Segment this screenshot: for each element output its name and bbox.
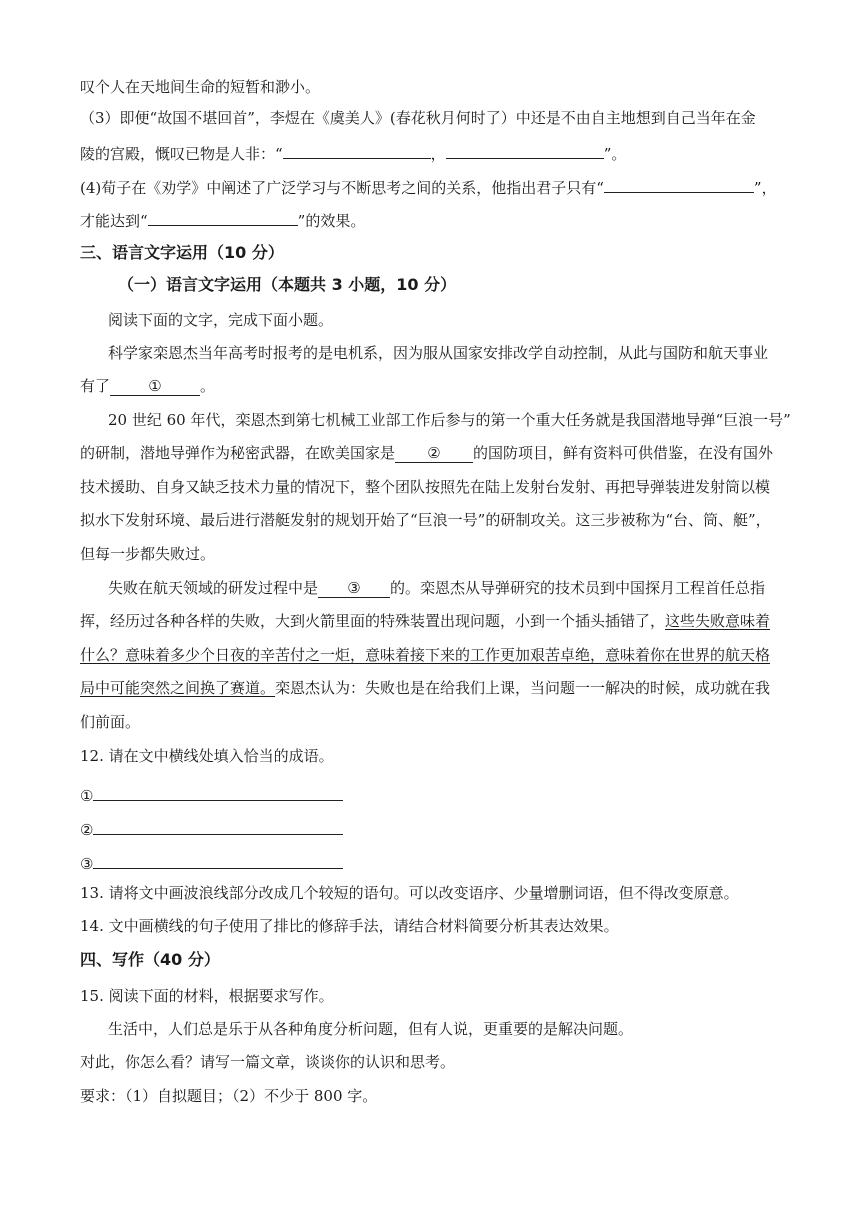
answer-blank[interactable]: [446, 141, 604, 159]
blank-1[interactable]: ①: [110, 378, 200, 396]
passage-p2-line1: 20 世纪 60 年代，栾恩杰到第七机械工业部工作后参与的第一个重大任务就是我国潜地导弹“巨浪一号”: [108, 411, 791, 429]
passage-p3-line2: [80, 610, 770, 632]
text: 陵的宫殿，慨叹已物是人非：“: [80, 145, 283, 163]
answer-blank[interactable]: [148, 208, 298, 226]
section4-heading: 四、写作（40 分）: [80, 950, 220, 969]
blank-3[interactable]: ③: [318, 580, 390, 598]
passage-p1-line2: [80, 375, 215, 397]
answer-blank[interactable]: [283, 141, 431, 159]
q4-line2: [80, 208, 365, 232]
q3-line2: [80, 141, 626, 165]
text: 失败在航天领域的研发过程中是: [108, 579, 319, 597]
q12-option-1: [80, 783, 343, 807]
answer-blank[interactable]: [93, 851, 343, 869]
instruction: 阅读下面的文字，完成下面小题。: [108, 311, 334, 329]
poem-sentence-line: [80, 76, 320, 98]
writing-requirements: 要求：（1）自拟题目；（2）不少于 800 字。: [80, 1087, 378, 1105]
passage-p2-line4: 拟水下发射环境、最后进行潜艇发射的规划开始了“巨浪一号”的研制攻关。这三步被称为“台、筒、艇”，: [80, 511, 771, 529]
passage-p2-line5: 但每一步都失败过。: [80, 545, 216, 563]
section3-heading: 三、语言文字运用（10 分）: [80, 243, 284, 262]
passage-p2-line2: [80, 442, 773, 464]
text: 叹个人在天地间生命的短暂和渺小。: [80, 78, 321, 96]
option-marker: ②: [80, 821, 94, 839]
question-13: 13. 请将文中画波浪线部分改成几个较短的语句。可以改变语序、少量增删词语，但不得改变原意。: [80, 884, 739, 902]
option-marker: ③: [80, 855, 94, 873]
answer-blank[interactable]: [93, 783, 343, 801]
question-14: 14. 文中画横线的句子使用了排比的修辞手法，请结合材料简要分析其表达效果。: [80, 917, 619, 935]
q4-line1: [80, 175, 777, 199]
text: 的。栾恩杰从导弹研究的技术员到中国探月工程首任总指: [390, 579, 766, 597]
answer-blank[interactable]: [93, 817, 343, 835]
q3-line1: [80, 107, 756, 129]
passage-p3-line1: [108, 577, 765, 599]
writing-material: 生活中，人们总是乐于从各种角度分析问题，但有人说，更重要的是解决问题。: [108, 1020, 634, 1038]
q12-option-2: [80, 817, 343, 841]
passage-p3-line4: [80, 677, 770, 699]
text: 栾恩杰认为：失败也是在给我们上课，当问题一一解决的时候，成功就在我: [275, 679, 771, 697]
q12-option-3: [80, 851, 343, 875]
passage-p2-line3: 技术援助、自身又缺乏技术力量的情况下，整个团队按照先在陆上发射台发射、再把导弹装进发射筒以模: [80, 478, 771, 496]
underlined-sentence: 这些失败意味着: [665, 612, 771, 630]
text: 。: [200, 377, 216, 395]
question-15: 15. 阅读下面的材料，根据要求写作。: [80, 987, 334, 1005]
text: 有了: [80, 377, 111, 395]
text: (4)荀子在《劝学》中阐述了广泛学习与不断思考之间的关系，他指出君子只有“: [80, 179, 604, 197]
option-marker: ①: [80, 787, 94, 805]
text: ，: [430, 145, 446, 163]
section3-subheading: （一）语言文字运用（本题共 3 小题，10 分）: [118, 275, 457, 294]
underlined-sentence: 局中可能突然之间换了赛道。: [80, 679, 276, 697]
answer-blank[interactable]: [604, 175, 754, 193]
question-12: 12. 请在文中横线处填入恰当的成语。: [80, 747, 334, 765]
text: ”，: [753, 179, 777, 197]
text: 的研制，潜地导弹作为秘密武器，在欧美国家是: [80, 444, 396, 462]
passage-p3-line5: 们前面。: [80, 713, 141, 731]
text: 才能达到“: [80, 212, 148, 230]
writing-prompt: 对此，你怎么看？请写一篇文章，谈谈你的认识和思考。: [80, 1053, 456, 1071]
text: 挥，经历过各种各样的失败，大到火箭里面的特殊装置出现问题，小到一个插头插错了，: [80, 612, 666, 630]
text: （3）即便“故国不堪回首”，李煜在《虞美人》(春花秋月何时了）中还是不由自主地想到自己当年在金: [80, 109, 756, 127]
text: ”的效果。: [297, 212, 366, 230]
underlined-sentence: 什么？意味着多少个日夜的辛苦付之一炬，意味着接下来的工作更加艰苦卓绝，意味着你在世界的航天格: [80, 646, 771, 664]
text: 的国防项目，鲜有资料可供借鉴，在没有国外: [473, 444, 774, 462]
passage-p1-line1: 科学家栾恩杰当年高考时报考的是电机系，因为服从国家安排改学自动控制，从此与国防和航天事业: [108, 344, 769, 362]
text: ”。: [603, 145, 627, 163]
blank-2[interactable]: ②: [395, 445, 473, 463]
